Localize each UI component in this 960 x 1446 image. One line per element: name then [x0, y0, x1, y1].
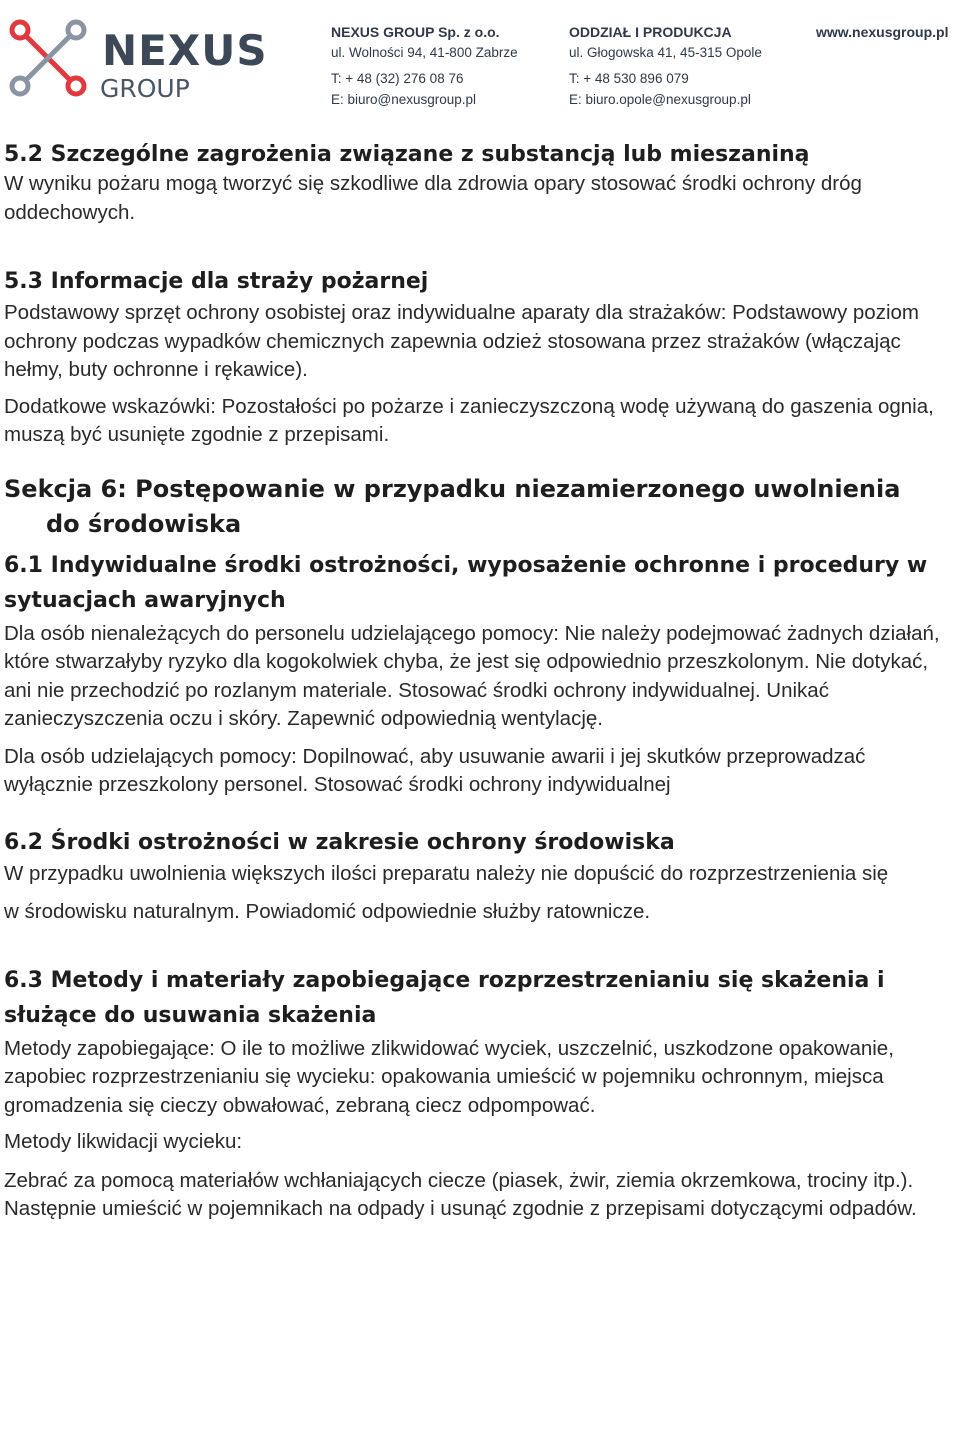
paragraph-5-2: W wyniku pożaru mogą tworzyć się szkodliwe dla zdrowia opary stosować środki ochrony dróg oddechowych. — [4, 172, 862, 224]
branch-phone: T: + 48 530 896 079 — [569, 71, 689, 86]
document-body — [4, 140, 954, 1224]
section-6-title — [4, 472, 954, 542]
paragraph-6-3-c: Zebrać za pomocą materiałów wchłaniających ciecze (piasek, żwir, ziemia okrzemkowa, trociny itp.). Następnie umieścić w pojemnikach na odpady i usunąć zgodnie z przepisami dotyczącymi odpadów. — [4, 1168, 917, 1220]
paragraph-6-3-a: Metody zapobiegające: O ile to możliwe zlikwidować wyciek, uszczelnić, uszkodzone opakowanie, zapobiec rozprzestrzenianiu się wycieku: opakowania umieścić w pojemniku ochronnym, miejsca gromadzenia się cieczy obwałować, zebraną ciecz odpompować. — [4, 1036, 894, 1117]
heading-5-2: 5.2 Szczególne zagrożenia związane z substancją lub mieszaniną — [4, 142, 810, 167]
website-link[interactable]: www.nexusgroup.pl — [816, 24, 949, 40]
branch-name: ODDZIAŁ I PRODUKCJA — [569, 24, 732, 40]
company-logo — [6, 14, 268, 103]
section-6-title-line1: Sekcja 6: Postępowanie w przypadku niezamierzonego uwolnienia — [4, 474, 901, 503]
heading-6-3: 6.3 Metody i materiały zapobiegające rozprzestrzenianiu się skażenia i służące do usuwania skażenia — [4, 967, 885, 1028]
paragraph-5-3-b: Dodatkowe wskazówki: Pozostałości po pożarze i zanieczyszczoną wodę używaną do gaszenia ognia, muszą być usunięte zgodnie z przepisami. — [4, 394, 934, 446]
branch-contact — [569, 22, 762, 110]
letterhead — [0, 0, 960, 118]
branch-address: ul. Głogowska 41, 45-315 Opole — [569, 44, 762, 60]
section-6-title-line2: do środowiska — [46, 509, 242, 538]
company-email[interactable]: E: biuro@nexusgroup.pl — [331, 91, 477, 107]
nexus-logo-icon — [6, 14, 96, 100]
paragraph-5-3-a: Podstawowy sprzęt ochrony osobistej oraz indywidualne aparaty dla strażaków: Podstawowy poziom ochrony podczas wypadków chemicznych zapewnia odzież stosowana przez strażaków (włączając hełmy, buty ochronne i rękawice). — [4, 301, 919, 381]
company-name: NEXUS GROUP Sp. z o.o. — [331, 24, 500, 40]
heading-6-2: 6.2 Środki ostrożności w zakresie ochrony środowiska — [4, 829, 675, 855]
branch-email[interactable]: E: biuro.opole@nexusgroup.pl — [569, 91, 751, 107]
paragraph-6-2-b: w środowisku naturalnym. Powiadomić odpowiednie służby ratownicze. — [4, 900, 651, 923]
logo-wordmark: NEXUS — [102, 26, 268, 75]
paragraph-6-2-a: W przypadku uwolnienia większych ilości preparatu należy nie dopuścić do rozprzestrzenienia się — [4, 861, 889, 885]
company-phone: T: + 48 (32) 276 08 76 — [331, 71, 464, 86]
paragraph-6-1-a: Dla osób nienależących do personelu udzielającego pomocy: Nie należy podejmować żadnych działań, które stwarzałyby ryzyko dla kogokolwiek chyba, że jest się odpowiednio przeszkolonym. Nie dotykać, ani nie przechodzić po rozlanym materiale. Stosować środki ochrony indywidualnej. Unikać zanieczyszczenia oczu i skóry. Zapewnić odpowiednią wentylację. — [4, 621, 940, 730]
paragraph-6-3-b: Metody likwidacji wycieku: — [4, 1130, 243, 1153]
heading-5-3: 5.3 Informacje dla straży pożarnej — [4, 269, 429, 294]
company-contact — [331, 22, 518, 110]
logo-subtitle: GROUP — [100, 74, 190, 103]
company-address: ul. Wolności 94, 41-800 Zabrze — [331, 44, 518, 60]
heading-6-1: 6.1 Indywidualne środki ostrożności, wyposażenie ochronne i procedury w sytuacjach awaryjnych — [4, 552, 928, 613]
paragraph-6-1-b: Dla osób udzielających pomocy: Dopilnować, aby usuwanie awarii i jej skutków przeprowadzać wyłącznie przeszkolony personel. Stosować środki ochrony indywidualnej — [4, 744, 866, 796]
